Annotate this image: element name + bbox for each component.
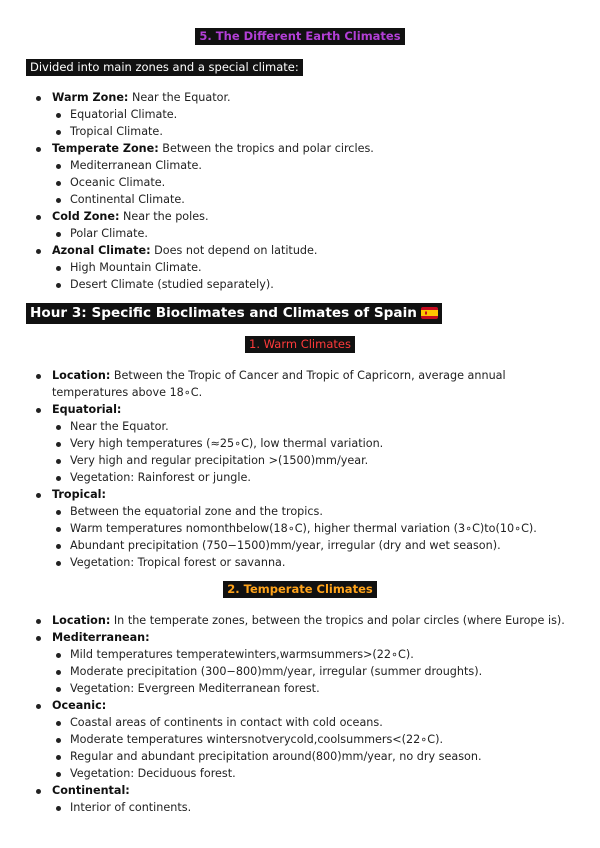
oceanic-sub-item: Vegetation: Deciduous forest.: [0, 765, 600, 782]
tropical-item: Tropical:: [0, 486, 600, 503]
temperate-climates-heading-row: [0, 581, 600, 598]
warm-climates-title: 1. Warm Climates: [245, 336, 355, 353]
section-5-intro-row: [26, 59, 586, 76]
section-5-title: 5. The Different Earth Climates: [195, 28, 404, 45]
zone-item: Temperate Zone: Between the tropics and polar circles.: [0, 140, 600, 157]
tropical-sub-item: Warm temperatures nomonthbelow(18∘C), higher thermal variation (3∘C)to(10∘C).: [0, 520, 600, 537]
zone-sub-item: Mediterranean Climate.: [0, 157, 600, 174]
section-5-intro: Divided into main zones and a special climate:: [26, 59, 303, 76]
section-5-heading-row: [0, 28, 600, 45]
mediterranean-sub-item: Moderate precipitation (300−800)mm/year, irregular (summer droughts).: [0, 663, 600, 680]
warm-climates-heading-row: [0, 336, 600, 353]
continental-sub-item: Interior of continents.: [0, 799, 600, 816]
temperate-climates-list: [0, 612, 600, 816]
mediterranean-sub-item: Vegetation: Evergreen Mediterranean forest.: [0, 680, 600, 697]
mediterranean-sub-item: Mild temperatures temperatewinters,warmsummers>(22∘C).: [0, 646, 600, 663]
equatorial-item: Equatorial:: [0, 401, 600, 418]
oceanic-item: Oceanic:: [0, 697, 600, 714]
equatorial-sub-item: Very high and regular precipitation >(1500)mm/year.: [0, 452, 600, 469]
hour-3-title: Hour 3: Specific Bioclimates and Climates of Spain: [26, 303, 442, 324]
zone-item: Warm Zone: Near the Equator.: [0, 89, 600, 106]
zones-list: [0, 89, 600, 293]
zone-sub-item: High Mountain Climate.: [0, 259, 600, 276]
zone-item: Cold Zone: Near the poles.: [0, 208, 600, 225]
tropical-sub-item: Vegetation: Tropical forest or savanna.: [0, 554, 600, 571]
zone-sub-item: Tropical Climate.: [0, 123, 600, 140]
equatorial-sub-item: Vegetation: Rainforest or jungle.: [0, 469, 600, 486]
mediterranean-item: Mediterranean:: [0, 629, 600, 646]
zone-sub-item: Continental Climate.: [0, 191, 600, 208]
oceanic-sub-item: Regular and abundant precipitation around(800)mm/year, no dry season.: [0, 748, 600, 765]
tropical-sub-item: Abundant precipitation (750−1500)mm/year, irregular (dry and wet season).: [0, 537, 600, 554]
temperate-location-item: Location: In the temperate zones, between the tropics and polar circles (where Europe is).: [0, 612, 600, 629]
zone-sub-item: Polar Climate.: [0, 225, 600, 242]
zone-sub-item: Oceanic Climate.: [0, 174, 600, 191]
oceanic-sub-item: Coastal areas of continents in contact with cold oceans.: [0, 714, 600, 731]
tropical-sub-item: Between the equatorial zone and the tropics.: [0, 503, 600, 520]
equatorial-sub-item: Near the Equator.: [0, 418, 600, 435]
warm-location-item: Location: Between the Tropic of Cancer and Tropic of Capricorn, average annual temperatures above 18∘C.: [0, 367, 600, 401]
oceanic-sub-item: Moderate temperatures wintersnotverycold,coolsummers<(22∘C).: [0, 731, 600, 748]
zone-sub-item: Equatorial Climate.: [0, 106, 600, 123]
warm-climates-list: [0, 367, 600, 571]
zone-sub-item: Desert Climate (studied separately).: [0, 276, 600, 293]
hour-3-heading-row: [26, 303, 586, 324]
temperate-climates-title: 2. Temperate Climates: [223, 581, 376, 598]
spain-flag-icon: [421, 307, 438, 319]
equatorial-sub-item: Very high temperatures (≈25∘C), low thermal variation.: [0, 435, 600, 452]
zone-item: Azonal Climate: Does not depend on latitude.: [0, 242, 600, 259]
continental-item: Continental:: [0, 782, 600, 799]
